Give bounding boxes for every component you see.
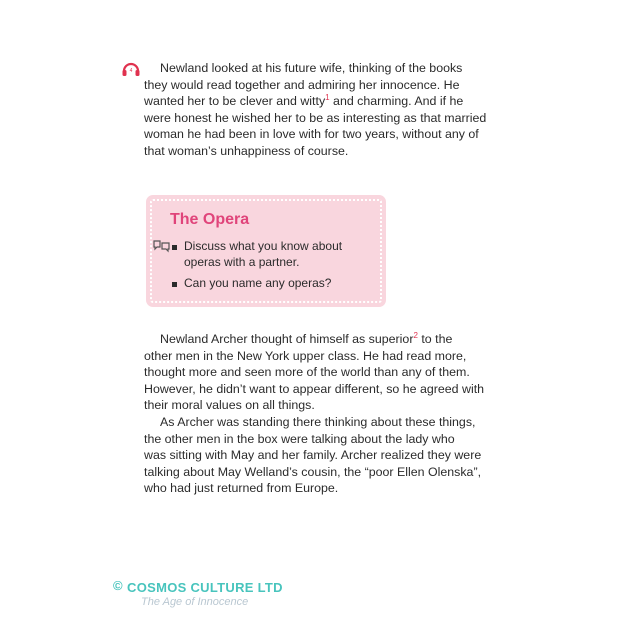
text-line: the other men in the box were talking about the lady who xyxy=(144,431,455,446)
text-line: other men in the New York upper class. He had read more, xyxy=(144,348,467,363)
text-line: Newland looked at his future wife, thinking of the books xyxy=(160,61,463,75)
text-line xyxy=(144,331,464,348)
paragraph-2 xyxy=(144,331,485,497)
copyright-symbol: © xyxy=(113,578,123,593)
footnote-marker: 2 xyxy=(413,331,418,340)
svg-text:4: 4 xyxy=(129,68,133,74)
activity-title: The Opera xyxy=(170,211,250,228)
text-fragment: Newland Archer thought of himself as superior xyxy=(160,332,414,346)
discussion-icon xyxy=(152,238,172,254)
text-line: talking about May Welland’s cousin, the “poor Ellen Olenska”, xyxy=(144,464,482,479)
text-line: was sitting with May and her family. Archer realized they were xyxy=(144,448,482,463)
text-line: As Archer was standing there thinking about these things, xyxy=(160,414,476,429)
text-fragment: to the xyxy=(421,332,453,346)
text-line: thought more and seen more of the world than any of them. xyxy=(144,365,470,380)
list-item: Discuss what you know about operas with a partner. xyxy=(170,239,380,270)
text-line: were honest he wished her to be as interesting as that married xyxy=(144,110,487,125)
book-title: The Age of Innocence xyxy=(141,596,249,608)
text-line: However, he didn’t want to appear different, so he agreed with xyxy=(144,381,485,396)
footer xyxy=(113,578,313,618)
brand-name: COSMOS CULTURE LTD xyxy=(127,580,283,595)
text-line: who had just returned from Europe. xyxy=(144,481,339,496)
text-fragment: and charming. And if he xyxy=(333,94,464,109)
footnote-marker: 1 xyxy=(325,93,330,103)
discussion-list xyxy=(170,239,380,298)
text-line: they would read together and admiring her innocence. He xyxy=(144,77,460,92)
text-line: their moral values on all things. xyxy=(144,398,315,413)
text-line: woman he had been in love with for two years, without any of xyxy=(144,127,479,142)
text-line xyxy=(144,93,464,110)
opera-activity-box xyxy=(150,199,382,303)
text-fragment: wanted her to be clever and witty xyxy=(144,94,326,109)
list-item: Can you name any operas? xyxy=(170,276,380,292)
text-line: that woman’s unhappiness of course. xyxy=(144,143,349,158)
paragraph-1 xyxy=(144,60,487,160)
headphones-icon[interactable] xyxy=(120,58,142,80)
